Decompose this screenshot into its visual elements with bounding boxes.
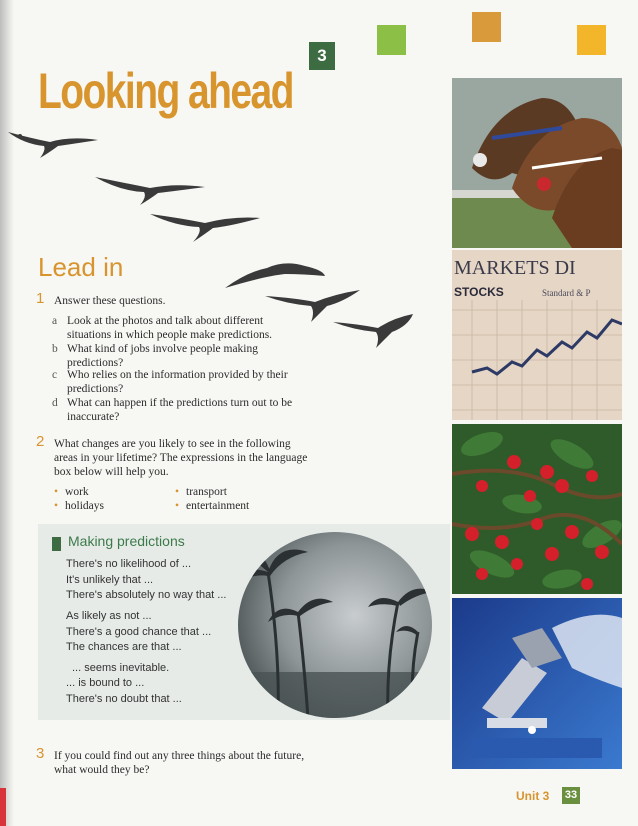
phrase: The chances are that ... bbox=[66, 641, 182, 653]
section-heading: Lead in bbox=[38, 252, 124, 282]
sub-question bbox=[52, 368, 310, 396]
sub-question-letter: a bbox=[52, 315, 58, 327]
language-box-marker bbox=[52, 537, 61, 551]
topic-label: transport bbox=[186, 486, 227, 498]
sub-question-text: Look at the photos and talk about different situations in which people make predictions. bbox=[67, 315, 273, 341]
markets-sign-text: MARKETS DI bbox=[454, 257, 576, 279]
question-text: Answer these questions. bbox=[54, 295, 166, 307]
sub-question-letter: b bbox=[52, 343, 58, 355]
accent-square-green bbox=[377, 25, 406, 55]
accent-square-yellow bbox=[577, 25, 606, 55]
question-text: What changes are you likely to see in the following areas in your lifetime? The expressions in the language box below will help you. bbox=[54, 438, 308, 478]
microscope-photo bbox=[452, 597, 622, 769]
unit-number-badge: 3 bbox=[309, 42, 335, 70]
phrase: ... seems inevitable. bbox=[72, 662, 170, 674]
goose-icon bbox=[8, 132, 98, 158]
phrase: There's a good chance that ... bbox=[66, 626, 212, 638]
goose-icon bbox=[333, 314, 413, 348]
page-number: 33 bbox=[562, 787, 580, 804]
sub-question bbox=[52, 314, 310, 342]
phrase: There's no likelihood of ... bbox=[66, 558, 192, 570]
question-number: 1 bbox=[36, 290, 45, 307]
page-title: Looking ahead bbox=[38, 63, 293, 119]
bullet-dot-icon: • bbox=[54, 500, 59, 512]
sub-question-letter: d bbox=[52, 397, 58, 409]
topic-bullet bbox=[54, 500, 104, 512]
question-number: 3 bbox=[36, 745, 45, 762]
sub-question-text: Who relies on the information provided by their predictions? bbox=[67, 369, 288, 395]
horse-racing-photo bbox=[452, 78, 622, 248]
accent-square-orange bbox=[472, 12, 501, 42]
topic-label: work bbox=[65, 486, 89, 498]
bullet-dot-icon: • bbox=[175, 500, 180, 512]
topic-bullet bbox=[175, 486, 227, 498]
question-text: If you could find out any three things about the future, what would they be? bbox=[54, 750, 305, 776]
bullet-dot-icon: • bbox=[175, 486, 180, 498]
topic-label: entertainment bbox=[186, 500, 250, 512]
sub-question-letter: c bbox=[52, 369, 58, 381]
language-box-title: Making predictions bbox=[68, 533, 185, 549]
sub-question-text: What can happen if the predictions turn out to be inaccurate? bbox=[67, 397, 293, 423]
stocks-sign-text: STOCKS bbox=[454, 285, 504, 299]
footer-unit-label: Unit 3 bbox=[516, 789, 550, 803]
sub-question-text: What kind of jobs involve people making predictions? bbox=[67, 343, 258, 369]
index-sign-text: Standard & P bbox=[542, 288, 591, 298]
goose-icon bbox=[225, 263, 325, 288]
question-number: 2 bbox=[36, 433, 45, 450]
goose-icon bbox=[150, 214, 260, 242]
stock-market-chart-photo bbox=[452, 250, 622, 420]
phrase: It's unlikely that ... bbox=[66, 574, 154, 586]
topic-bullet bbox=[54, 486, 89, 498]
sub-question bbox=[52, 396, 310, 424]
sub-question bbox=[52, 342, 310, 370]
storm-palm-trees-photo bbox=[238, 532, 432, 718]
topic-bullet bbox=[175, 500, 249, 512]
topic-label: holidays bbox=[65, 500, 105, 512]
phrase: There's no doubt that ... bbox=[66, 693, 182, 705]
phrase: There's absolutely no way that ... bbox=[66, 589, 227, 601]
bullet-dot-icon: • bbox=[54, 486, 59, 498]
phrase: ... is bound to ... bbox=[66, 677, 145, 689]
page-edge-marker bbox=[0, 788, 6, 826]
goose-icon bbox=[95, 177, 205, 205]
phrase: As likely as not ... bbox=[66, 610, 152, 622]
red-berries-photo bbox=[452, 424, 622, 594]
